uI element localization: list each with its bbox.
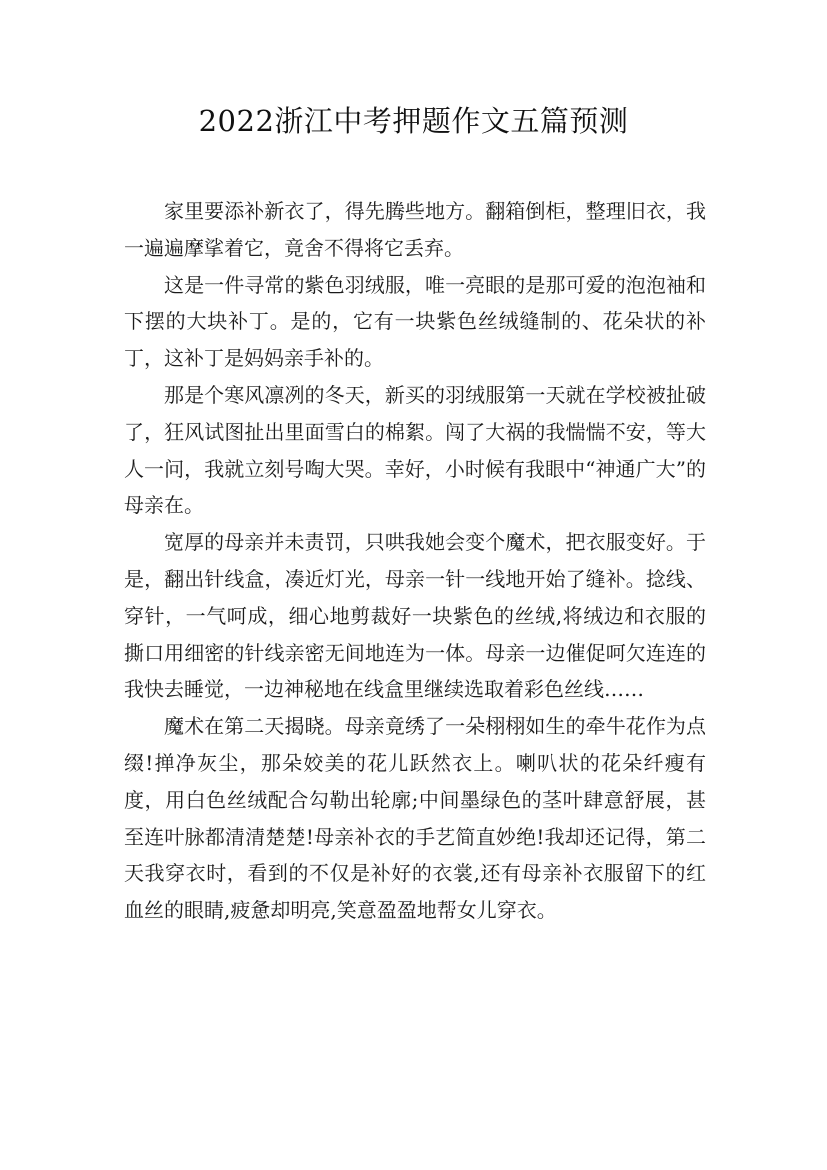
paragraph: 魔术在第二天揭晓。母亲竟绣了一朵栩栩如生的牵牛花作为点缀!掸净灰尘，那朵姣美的花儿跃然衣上。喇叭状的花朵纤瘦有度，用白色丝绒配合勾勒出轮廓;中间墨绿色的茎叶肆意舒展，甚至连叶脉都清清楚楚!母亲补衣的手艺简直妙绝!我却还记得，第二天我穿衣时，看到的不仅是补好的衣裳,还有母亲补衣服留下的红血丝的眼睛,疲惫却明亮,笑意盈盈地帮女儿穿衣。 <box>124 714 706 923</box>
paragraph: 那是个寒风凛冽的冬天，新买的羽绒服第一天就在学校被扯破了，狂风试图扯出里面雪白的棉絮。闯了大祸的我惴惴不安，等大人一问，我就立刻号啕大哭。幸好，小时候有我眼中“神通广大”的母亲在。 <box>124 382 706 518</box>
document-title: 2022浙江中考押题作文五篇预测 <box>198 104 629 138</box>
document-body <box>124 193 706 929</box>
paragraph: 这是一件寻常的紫色羽绒服，唯一亮眼的是那可爱的泡泡袖和下摆的大块补丁。是的，它有一块紫色丝绒缝制的、花朵状的补丁，这补丁是妈妈亲手补的。 <box>124 272 706 371</box>
paragraph: 宽厚的母亲并未责罚，只哄我她会变个魔术，把衣服变好。于是，翻出针线盒，凑近灯光，母亲一针一线地开始了缝补。捻线、穿针，一气呵成，细心地剪裁好一块紫色的丝绒,将绒边和衣服的撕口用细密的针线亲密无间地连为一体。母亲一边催促呵欠连连的我快去睡觉，一边神秘地在线盒里继续选取着彩色丝线…… <box>124 530 706 702</box>
paragraph: 家里要添补新衣了，得先腾些地方。翻箱倒柜，整理旧衣，我一遍遍摩挲着它，竟舍不得将它丢弃。 <box>124 199 706 260</box>
